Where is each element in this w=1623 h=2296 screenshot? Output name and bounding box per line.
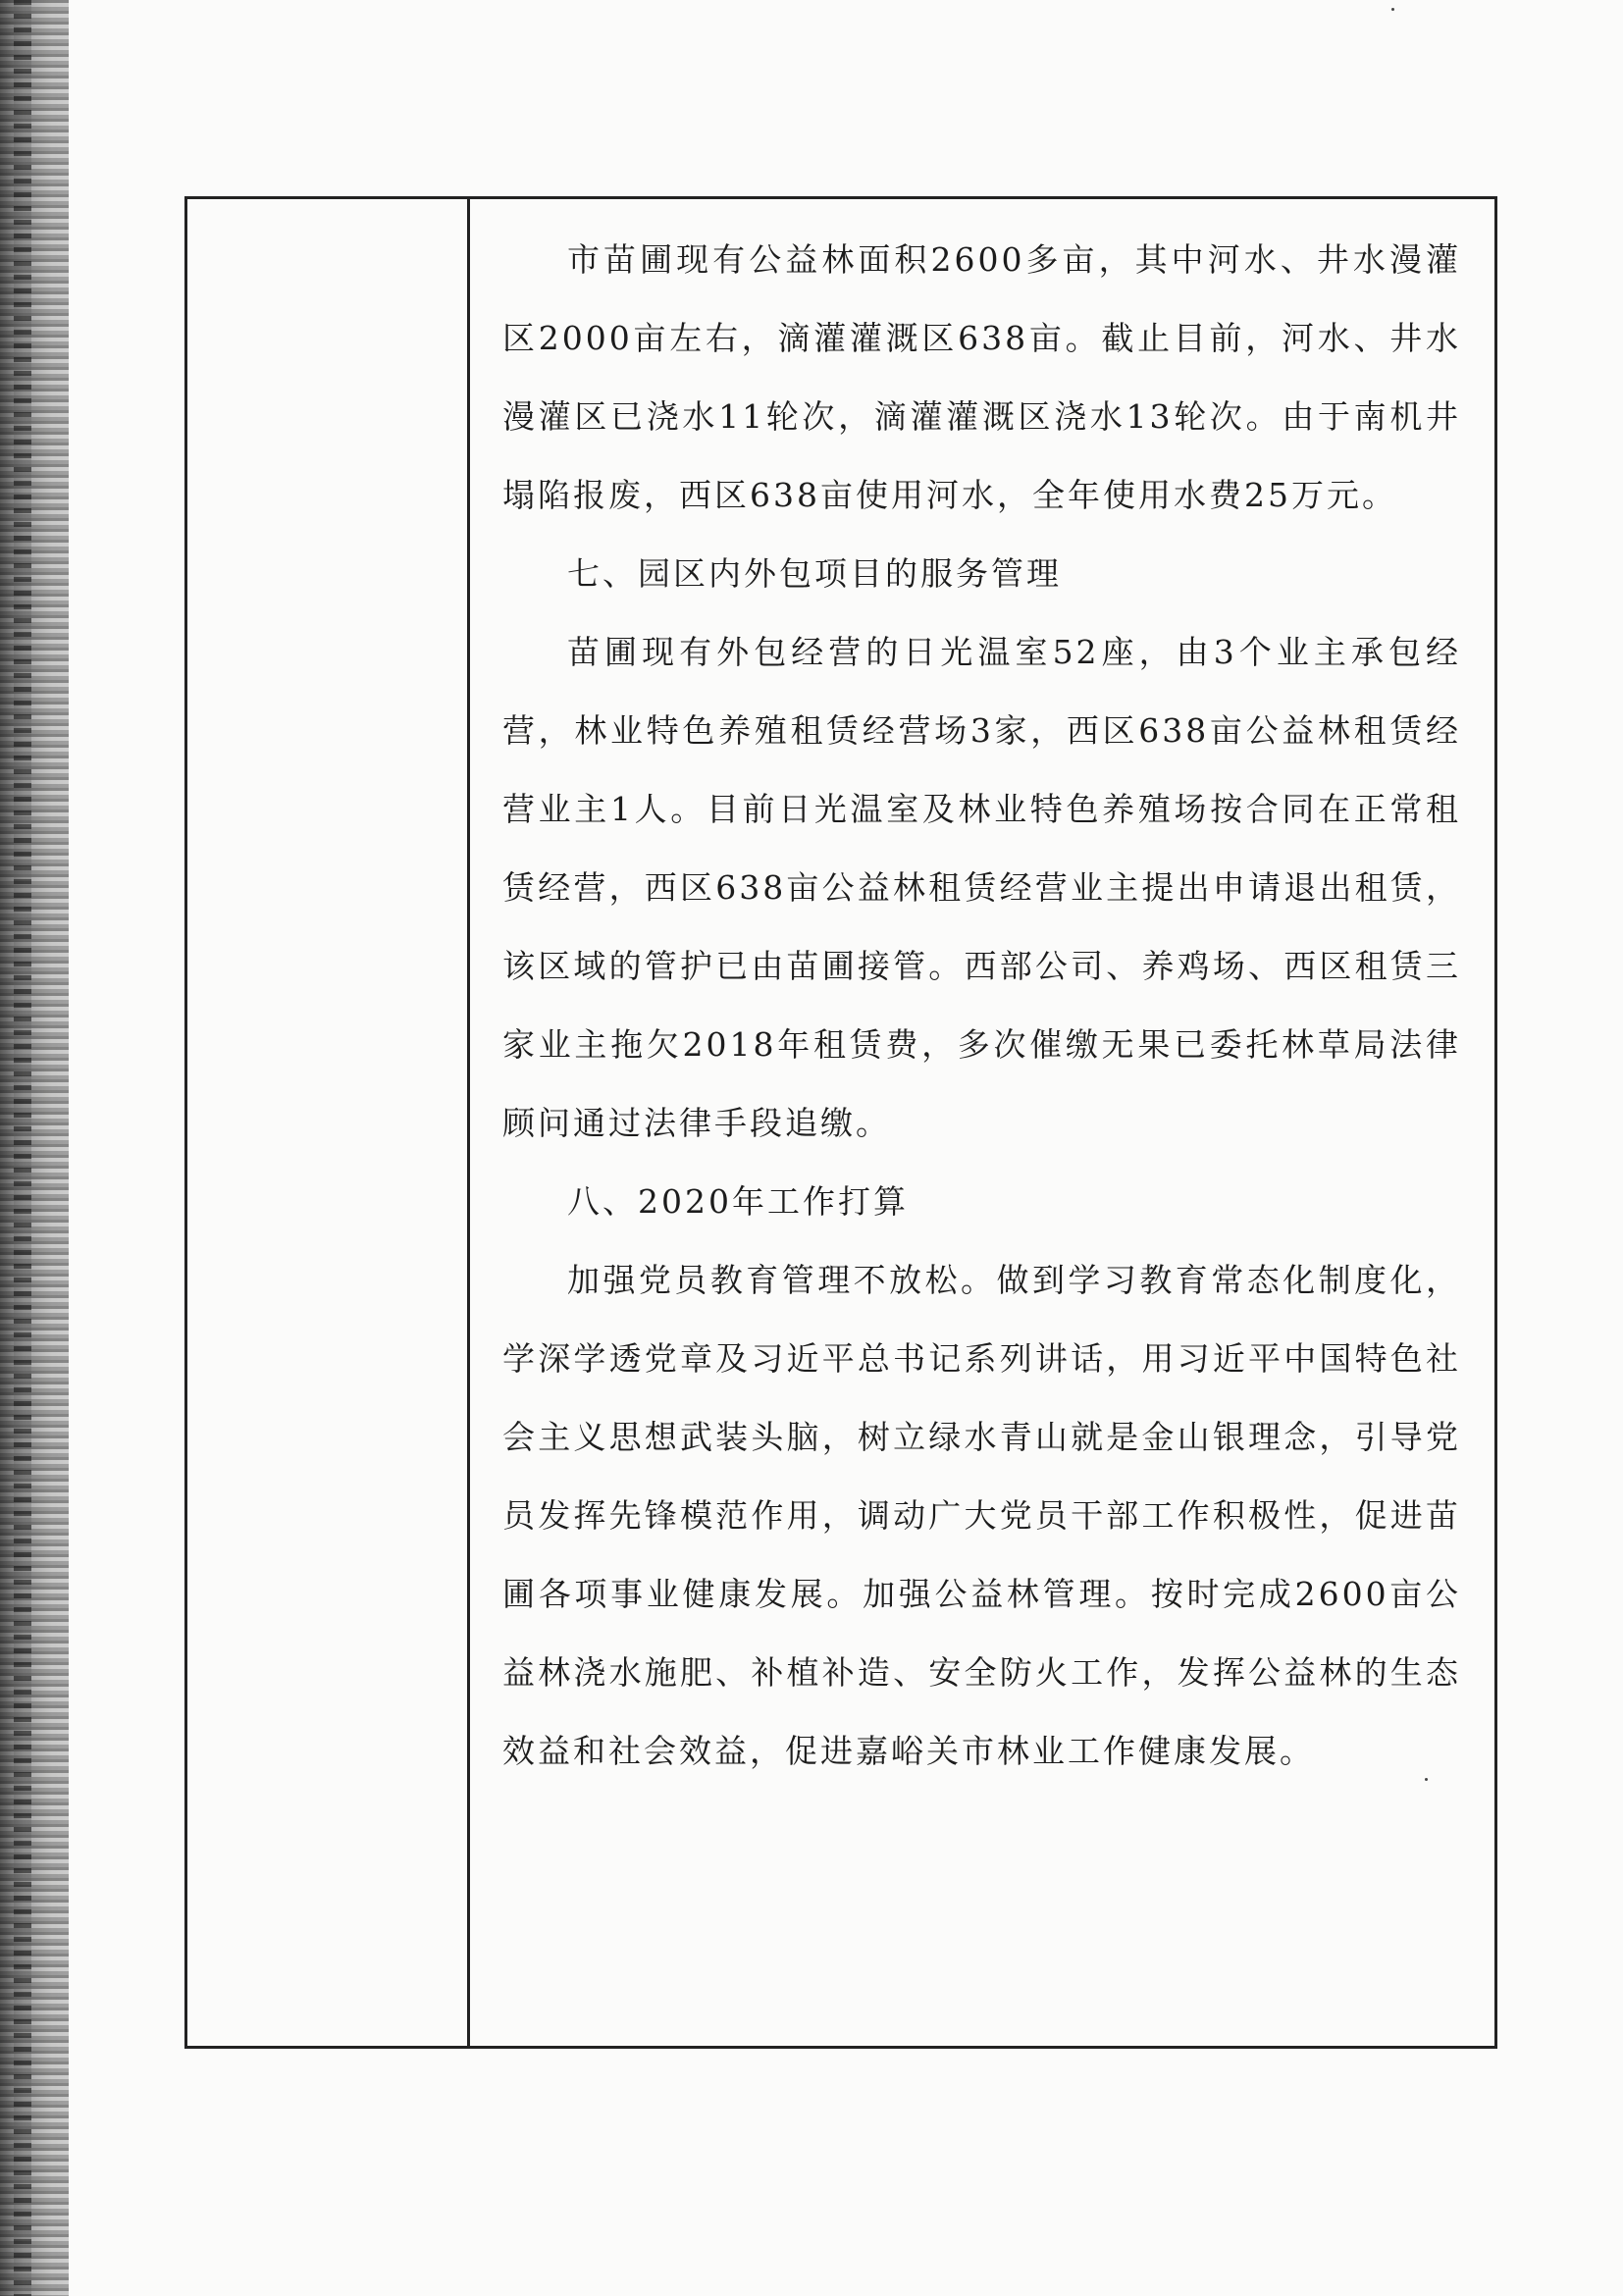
section-heading-outsourcing: 七、园区内外包项目的服务管理	[567, 554, 1062, 593]
paragraph-outsourcing: 苗圃现有外包经营的日光温室52座，由3个业主承包经营，林业特色养殖租赁经营场3家，西区638亩公益林租赁经营业主1人。目前日光温室及林业特色养殖场按合同在正常租赁经营，西区638亩公益林租赁经营业主提出申请退出租赁，该区域的管护已由苗圃接管。西部公司、养鸡场、西区租赁三家业主拖欠2018年租赁费，多次催缴无果已委托林草局法律顾问通过法律手段追缴。	[502, 633, 1461, 1142]
scan-shadow-edge	[0, 0, 69, 2296]
scan-shadow-band	[14, 0, 31, 2296]
scan-speck	[1391, 8, 1394, 11]
section-heading-2020-plan: 八、2020年工作打算	[567, 1182, 909, 1221]
form-table	[184, 196, 1497, 2049]
paragraph-irrigation: 市苗圃现有公益林面积2600多亩，其中河水、井水漫灌区2000亩左右，滴灌灌溉区638亩。截止目前，河水、井水漫灌区已浇水11轮次，滴灌灌溉区浇水13轮次。由于南机井塌陷报废，西区638亩使用河水，全年使用水费25万元。	[502, 240, 1461, 514]
paragraph-2020-plan: 加强党员教育管理不放松。做到学习教育常态化制度化，学深学透党章及习近平总书记系列讲话，用习近平中国特色社会主义思想武装头脑，树立绿水青山就是金山银理念，引导党员发挥先锋模范作用，调动广大党员干部工作积极性，促进苗圃各项事业健康发展。加强公益林管理。按时完成2600亩公益林浇水施肥、补植补造、安全防火工作，发挥公益林的生态效益和社会效益，促进嘉峪关市林业工作健康发展。	[502, 1261, 1461, 1770]
label-column	[187, 199, 470, 2046]
content-column	[473, 199, 1494, 2046]
